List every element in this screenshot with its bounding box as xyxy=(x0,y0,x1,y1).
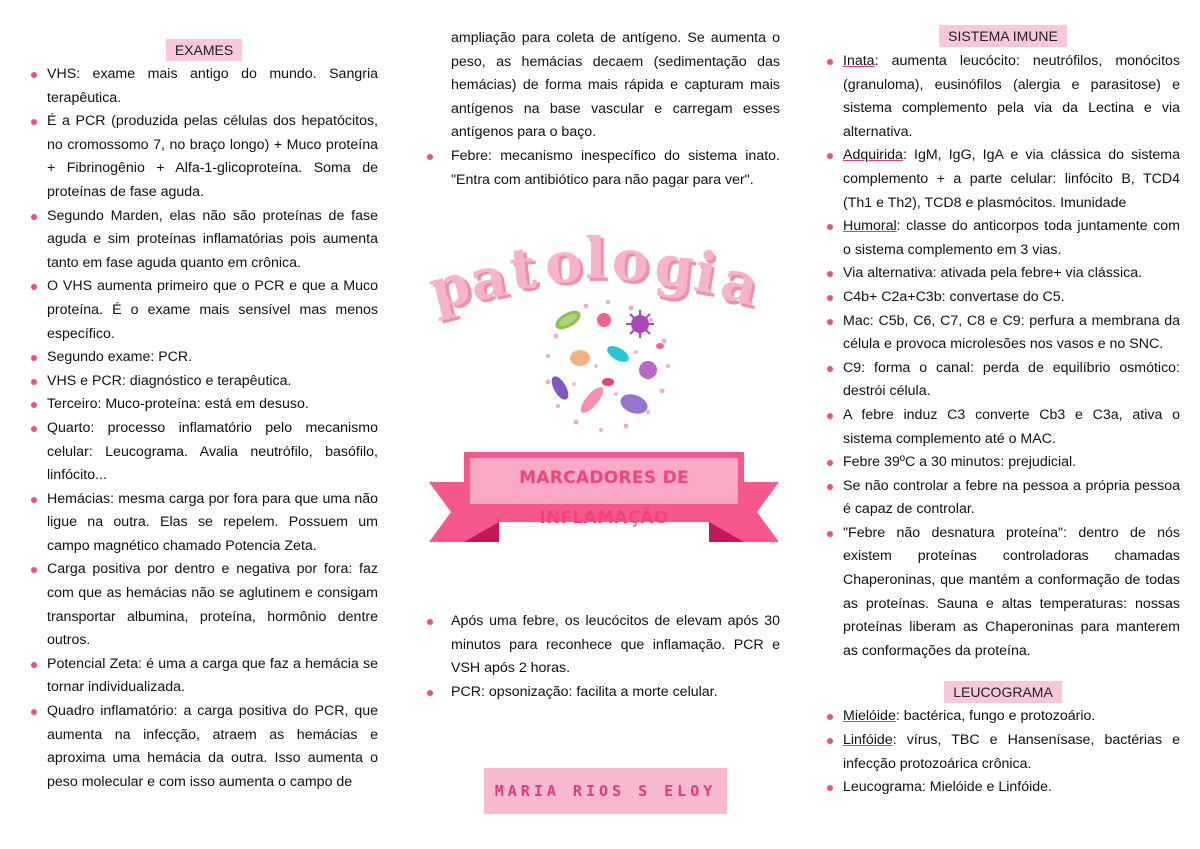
title-letter: o xyxy=(610,227,652,295)
term-text: "Febre não desnatura proteína": dentro de nós existem proteínas controladoras chamadas Chaperoninas, que mantém a conformação de todas as proteínas. Sauna e altas temperaturas: nossas proteínas liberam as Chaperoninas para manterem as conformações da proteína. xyxy=(843,524,1180,659)
right-column xyxy=(826,0,1180,800)
exames-heading: EXAMES xyxy=(166,39,242,61)
list-item: VHS: exame mais antigo do mundo. Sangria terapêutica. xyxy=(30,63,378,110)
term-text: : IgM, IgG, IgA e via clássica do sistema complemento + a parte celular: linfócito B, TCD4 (Th1 e Th2), TCD8 e plasmócitos. Imunidade xyxy=(843,147,1180,211)
list-item xyxy=(826,451,1180,475)
list-item xyxy=(826,729,1180,776)
list-item: PCR: opsonização: facilita a morte celular. xyxy=(424,681,780,705)
term-text: C4b+ C2a+C3b: convertase do C5. xyxy=(843,288,1065,305)
list-item: Potencial Zeta: é uma a carga que faz a hemácia se tornar individualizada. xyxy=(30,653,378,700)
list-item: VHS e PCR: diagnóstico e terapêutica. xyxy=(30,370,378,394)
term-text: C9: forma o canal: perda de equilíbrio osmótico: destrói célula. xyxy=(843,359,1180,400)
title-letter: g xyxy=(651,232,698,302)
middle-column xyxy=(424,0,780,192)
list-item xyxy=(826,522,1180,664)
list-item xyxy=(826,404,1180,451)
term-text: Leucograma: Mielóide e Linfóide. xyxy=(843,779,1053,796)
title-letter: t xyxy=(506,234,540,304)
term-label: Mielóide xyxy=(843,708,896,725)
sistema-imune-heading-wrap xyxy=(826,0,1180,47)
exames-list xyxy=(30,63,378,794)
term-text: : classe do anticorpos toda juntamente com o sistema complemento em 3 vias. xyxy=(843,218,1180,258)
term-label: Linfóide xyxy=(843,732,893,749)
leucograma-list xyxy=(826,705,1180,799)
list-item xyxy=(826,262,1180,286)
banner-title: MARCADORES DE INFLAMAÇÃO xyxy=(519,468,689,528)
list-item xyxy=(826,215,1180,262)
title-letter: i xyxy=(689,238,722,308)
list-item: Hemácias: mesma carga por fora para que uma não ligue na outra. Elas se repelem. Possuem um campo magnético chamado Potencia Zeta. xyxy=(30,488,378,559)
term-text: A febre induz C3 converte Cb3 e C3a, ativa o sistema complemento até o MAC. xyxy=(843,406,1180,447)
exames-heading-wrap xyxy=(30,0,378,61)
middle-list-bottom xyxy=(424,610,780,704)
list-item: Febre: mecanismo inespecífico do sistema inato. "Entra com antibiótico para não pagar para ver". xyxy=(424,145,780,192)
list-item xyxy=(826,50,1180,144)
sistema-imune-list xyxy=(826,50,1180,663)
term-label: Adquirida xyxy=(843,147,903,164)
term-text: Se não controlar a febre na pessoa a própria pessoa é capaz de controlar. xyxy=(843,477,1180,518)
list-item xyxy=(826,286,1180,310)
title-letter: a xyxy=(464,243,512,315)
middle-list-top xyxy=(424,145,780,192)
title-letter: l xyxy=(585,226,607,292)
list-item xyxy=(826,776,1180,800)
list-item: Quarto: processo inflamatório pelo mecanismo celular: Leucograma. Avalia neutrófilo, basófilo, linfócito... xyxy=(30,417,378,488)
list-item: Quadro inflamatório: a carga positiva do PCR, que aumenta na infecção, atraem as hemácias e aproxima uma hemácia da outra. Isso aumenta o peso molecular e com isso aumenta o campo de xyxy=(30,700,378,794)
list-item: Segundo exame: PCR. xyxy=(30,346,378,370)
list-item: O VHS aumenta primeiro que o PCR e que a Muco proteína. É o exame mais sensível mas menos específico. xyxy=(30,275,378,346)
author-plate xyxy=(484,768,727,814)
leucograma-heading-wrap xyxy=(826,663,1180,703)
left-column xyxy=(30,0,378,794)
list-item xyxy=(826,475,1180,522)
continuation-text: ampliação para coleta de antígeno. Se aumenta o peso, as hemácias decaem (sedimentação das hemácias) de forma mais rápida e capturam mais antígenos na base vascular e carregam esses antígenos para o baço. xyxy=(451,30,780,141)
term-text: Via alternativa: ativada pela febre+ via clássica. xyxy=(843,265,1143,282)
list-item xyxy=(826,705,1180,729)
middle-bottom xyxy=(424,610,780,704)
author-name: MARIA RIOS S ELOY xyxy=(494,782,717,800)
list-item: Após uma febre, os leucócitos de elevam após 30 minutos para reconhece que inflamação. PCR e VSH após 2 horas. xyxy=(424,610,780,681)
term-label: Humoral xyxy=(843,218,897,235)
list-item: É a PCR (produzida pelas células dos hepatócitos, no cromossomo 7, no braço longo) + Muco proteína + Fibrinogênio + Alfa-1-glicoproteína. Soma de proteínas de fase aguda. xyxy=(30,110,378,204)
term-text: : aumenta leucócito: neutrófilos, monócitos (granuloma), eusinófilos (alergia e parasitose) e sistema complemento pela via da Lectina e via alternativa. xyxy=(843,53,1180,140)
title-letter: a xyxy=(714,246,766,320)
term-text: : vírus, TBC e Hansenísase, bactérias e infecção protozoárica crônica. xyxy=(843,732,1180,772)
list-item xyxy=(826,357,1180,404)
term-text: Febre 39ºC a 30 minutos: prejudicial. xyxy=(843,454,1077,471)
sistema-imune-heading: SISTEMA IMUNE xyxy=(939,25,1067,47)
list-item: Carga positiva por dentro e negativa por fora: faz com que as hemácias não se aglutinem e consigam transportar albumina, proteína, hormônio dentre outros. xyxy=(30,558,378,652)
bacteria-cluster-illustration xyxy=(536,296,676,436)
list-item xyxy=(826,144,1180,215)
list-item xyxy=(826,310,1180,357)
title-letter: o xyxy=(543,229,585,297)
term-label: Inata xyxy=(843,53,875,69)
title-letter: p xyxy=(422,250,477,324)
term-text: Mac: C5b, C6, C7, C8 e C9: perfura a membrana da célula e provoca microlesões nos vasos e no SNC. xyxy=(843,312,1180,353)
list-item: Terceiro: Muco-proteína: está em desuso. xyxy=(30,393,378,417)
term-text: : bactérica, fungo e protozoário. xyxy=(895,708,1096,725)
list-item: Segundo Marden, elas não são proteínas de fase aguda e sim proteínas inflamatórias pois aumenta tanto em fase aguda quanto em crônica. xyxy=(30,205,378,276)
leucograma-heading: LEUCOGRAMA xyxy=(944,681,1062,703)
